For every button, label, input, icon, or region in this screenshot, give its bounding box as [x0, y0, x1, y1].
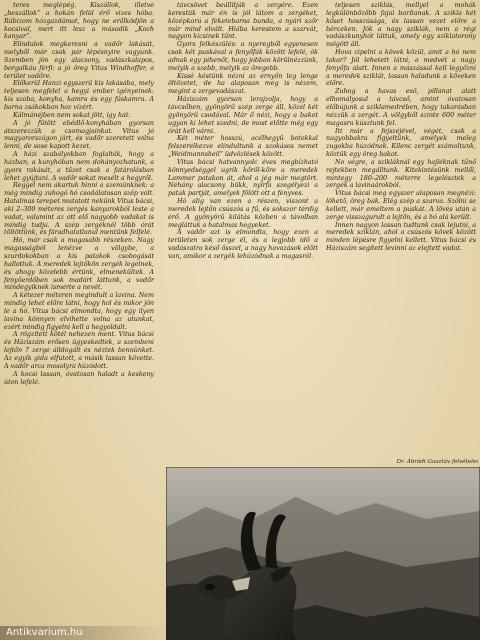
paragraph: A jó fűtött ebédlő-konyhában gyorsan átszerezzük a csomagjainkat. Vitus jó magyarországon járt, és vadőr szeretett volna lenni, de sose kapott kezet.	[4, 118, 154, 151]
paragraph: Kálmánéjben nem sokat jött, így hát.	[13, 110, 131, 119]
paragraph: Előkerül Hanzi egyszerű kis lakásába, mely teljesen megfelel a hegyi ember igényeinek: kis szoba, konyha, kamra és egy fáskamra. A barna zsákokban hoz vízért.	[4, 79, 154, 111]
article-column-2	[168, 2, 318, 460]
paragraph: Itt már a fejszéjével, végét, csak a nagyobbakra figyeltünk, amelyek meleg zugokba húzódnak. Kilenc zergét számoltunk, köztük egy öreg bakot.	[326, 126, 476, 159]
paragraph: No végre, a szikláknál egy hajléknak tűnő rejtekben megálltunk. Kitekintésünk mellől, mintegy 180–200 méterre legelésztek a zergék a lavinaárokból.	[326, 157, 476, 190]
paragraph: Innen nagyon lassan tudtunk csak lejutni, a meredek sziklán, ahol a csúszós kövek között minden lépésre figyelni kellett. Vitus bácsi és Háziszám segített levinni az elejtett vadat.	[326, 220, 476, 253]
chamois-photo	[166, 467, 480, 640]
paragraph: Elindulok megkeresni a vadőr lakását, melyből már csak pár lépésnyire vagyunk. Szemben jön egy alacsony, vadászkalapos, borgalkáu férfi: a jó öreg Vitus Windhoffer, a terület vadőre.	[4, 40, 154, 80]
paragraph: Vitus bácsi hatvannyolc éves megbízható könnyedséggel ugrik kőről-kőre a meredek Lammer patakon át, ahol a jég már megtört. Néhány alacsony bükk, nyírfa szegélyezi a patak partját, amelyek fölött ott a fenyves.	[168, 157, 318, 198]
paragraph: Hova cipelni a kövek közül, amit a hó nem takar? Jól lehetett látni, a medvét a nagy fenyőfa alatt. Innen a mászással kell legyőzni a meredek sziklát, lassan haladunk a köveken előre.	[326, 48, 476, 88]
paragraph: távcsövet beállítják a zergére. Ezen kerestük már én is jól látom a zergéket, középkorú a feketebarna bunda, a nyári szőr már mind elvált. Hiába kerestem a szarvát, nagyon kicsinek tűnt.	[168, 1, 318, 41]
paragraph: A rögzített kötél nehezen ment. Vitus bácsi és Háziszám erősen ügyeskedtek, a szembeni lejtőn 7 zerge álldogált és néztek bennünket. Az egyik gida elfutott, a másik lassan követte. A vadőr arca mosolyra húzódott.	[4, 330, 154, 370]
paragraph: Gyors felkészülés: a nyeregből egyenesen csak két puskával a fenyőfák között lefelé, ók adnak egy pihenőt, hogy jobban körülnézzünk, melyik a szebb, melyik az öregebb.	[168, 40, 318, 72]
paragraph: teljesen sziklás, mellyel a mohák legkülönbözőbb fajai borítanak. A szikla két kőset hosszúsága, és lassan vezet előre a bérceken. Jók a nagy sziklák, nem a régi vadászkunyhót láttuk, amely egy sziklatorony mögött áll.	[326, 1, 476, 49]
paragraph: A vadőr azt is elmondta, hogy ezen a területen sok zerge él, és a legjobb idő a vadászatra késő ősszel, a nagy havazások előtt van, amikor a zergék lehúzódnak a magasról.	[168, 228, 318, 260]
paragraph: Zuhog a havas eső, pillanat alatt elhomályosul a távcső, amint óvatosan előbújunk a sziklamedrében, hogy takarásban nézzük a zergét. A völgyből szinte 600 méter magasra kúsztunk fel.	[326, 87, 476, 127]
photo-credit: Dr. Ábrádi Gusztáv felvételei	[396, 459, 478, 465]
paragraph: Kissé késtünk nézni az ernyőn leg lenge öltözetet, de ha alaposan meg is nézem, megint a zergevadászat.	[168, 71, 318, 96]
paragraph: Két méter hosszú, acélhegyű botokkal felszerelkezve elindultunk a szokásos nemet „Weidmannsheil” üdvözlések között.	[168, 134, 318, 159]
watermark-footer: Antikvarium.hu	[0, 626, 166, 640]
paragraph: Hó alig van ezen a részen, viszont a meredek lejtőn csúszós a fű, és sokszor térdig érő. A gyönyörű kilátás közben a távolban megláttuk a hatalmas hegyeket.	[168, 197, 318, 229]
paragraph: Reggel nem akartuk hinni a szemünknek: a még mindig zuhogó hó csodálatosan szép volt. Hatalmas terepet mutatott nekünk Vitus bácsi, aki 2–300 méteres zergés kanyarokból leste a vadat, valamint az ott elő nagyobb vadakat is mindig tudja. A szép zergéknél több órát töltöttünk, és fáradhatatlanul mentünk felfelé.	[4, 181, 154, 237]
paragraph: Háziszám gyorsan lerajzolja, hogy a távcsőben, gyönyörű szép zerge áll, közel két gyönyörű csodával. Már ő nézi, hogy a bakot ugyan ki lehet szedni, de most előtte még egy órát kell várni.	[168, 95, 318, 135]
paragraph: A kétezer méteren megindult a lavina. Nem mindig lehet előre látni, hogy hol és mikor jön le a hó. Vitus bácsi elmondta, hogy egy ilyen lavina könnyen elvihette volna az utunkat, ezért mindig figyelni kell a hegyoldalt.	[4, 291, 154, 331]
paragraph: Hó, már csak a magasabb részeken. Nagy magasságból lenézve a völgybe, a szurdokokban a kis patakok csobogását hallottuk. A meredek lejtőkön zergék legelnek, és ahogy közelebb értünk, elmenekültek. A fenyőerdőben sok madárt láttunk, a vadőr mindegyiknek ismerte a nevét.	[4, 236, 154, 292]
article-column-1	[4, 2, 154, 636]
paragraph: A házi szabályokban foglalták, hogy a házban, a kunyhóban nem dohányozhatunk, a gyors rakását, a tűzet csak a fatárolásban lehet gyújtani. A vadőr sokat mesélt a hegyről.	[4, 150, 154, 182]
paragraph: teres meglépég. Kiszállok, illetve „beszállok” a hokán felül érő vizes hóba. Rábizom hózgazdámat, hogy ne erőlködjön a kocsival, mert itt lesz a második „Koch kanyar”.	[4, 1, 154, 41]
paragraph: Vitus bácsi meg egyszer alaposan megnézi: löhető, öreg bak. Elég szép a szarva. Szólni se kellett, már emeltem a puskát. A lövés után a zerge visszagurult a lejtőn, és a hó alá került.	[326, 189, 476, 221]
chamois-head-illustration	[166, 467, 480, 640]
article-column-3	[326, 2, 476, 460]
paragraph: A kocsi lassan, óvatosan haladt a keskeny úton lefelé.	[4, 369, 154, 386]
